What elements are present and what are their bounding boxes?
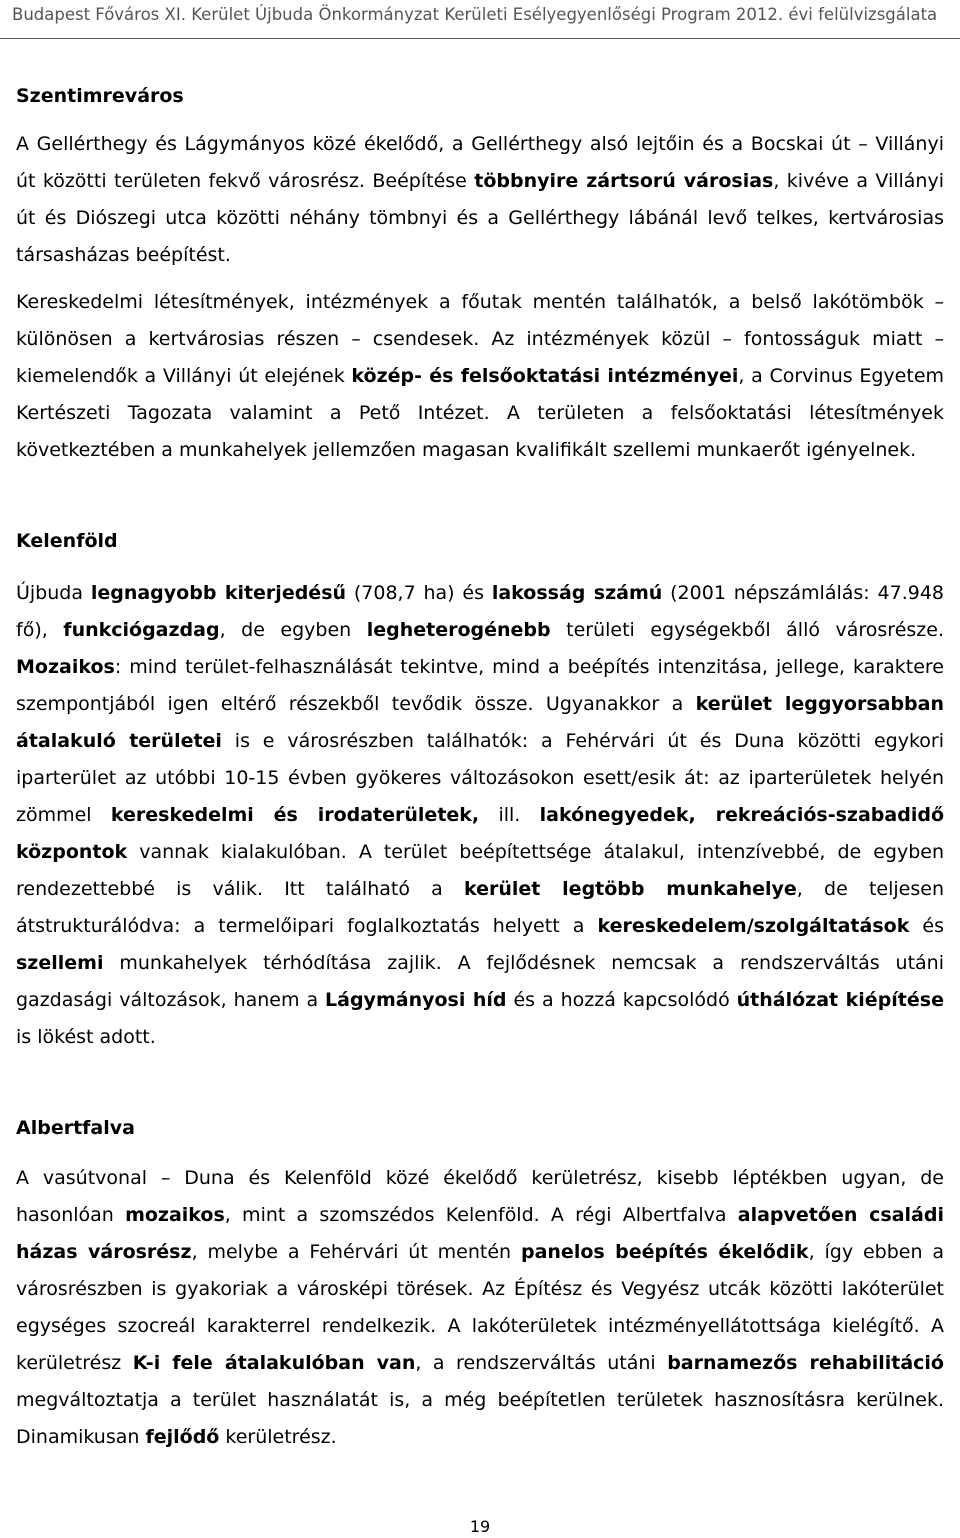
header-title: Budapest Főváros XI. Kerület Újbuda Önkormányzat Kerületi Esélyegyenlőségi Program 2012. évi felülvizsgálata: [12, 5, 938, 24]
bold-run: panelos beépítés ékelődik: [520, 1241, 809, 1263]
bold-run: barnamezős rehabilitáció: [667, 1352, 944, 1374]
bold-run: Lágymányosi híd: [325, 989, 507, 1011]
text-run: is e városrészben találhatók: a Fehérvári út és Duna közötti egykori iparterület az utóbbi 10-15 évben gyökeres változásokon esett/esik át: az iparterületek helyén zömmel: [16, 730, 944, 826]
bold-run: funkciógazdag: [63, 619, 220, 641]
text-run: kerületrész.: [219, 1426, 337, 1448]
text-run: (708,7 ha) és: [346, 582, 492, 604]
section-heading-szentimreváros: Szentimreváros: [16, 85, 184, 107]
text-run: megváltoztatja a terület használatát is, a még beépítetlen területek hasznosításra kerülnek. Dinamikusan: [16, 1389, 944, 1448]
paragraph-kelenfold: [16, 575, 944, 1056]
text-run: Újbuda: [16, 582, 91, 604]
bold-run: közép- és felsőoktatási intézményei: [351, 365, 739, 387]
text-run: vannak kialakulóban. A terület beépítettsége átalakul, intenzívebbé, de egyben rendezettebbé is válik. Itt található a: [16, 841, 944, 900]
text-run: és: [909, 915, 944, 937]
paragraph-albertfalva: [16, 1160, 944, 1456]
section-heading-kelenfold: Kelenföld: [16, 530, 118, 552]
text-run: és a hozzá kapcsolódó: [506, 989, 737, 1011]
bold-run: többnyire zártsorú városias: [474, 170, 774, 192]
text-run: , de teljesen átstrukturálódva: a termelőipari foglalkoztatás helyett a: [16, 878, 944, 937]
running-header: [0, 0, 960, 40]
bold-run: kerület legtöbb munkahelye: [464, 878, 797, 900]
text-run: : mind terület-felhasználását tekintve, mind a beépítés intenzitása, jellege, karaktere szempontjából igen eltérő részekből tevődik össze. Ugyanakkor a: [16, 656, 944, 715]
bold-run: Mozaikos: [16, 656, 115, 678]
text-run: is lökést adott.: [16, 1026, 156, 1048]
text-run: A Gellérthegy és Lágymányos közé ékelődő, a Gellérthegy alsó lejtőin és a Bocskai út – Villányi út közötti területen fekvő városrész. Beépítése: [16, 133, 944, 192]
text-run: (2001 népszámlálás: 47.948 fő),: [16, 582, 945, 641]
bold-run: K-i fele átalakulóban van: [132, 1352, 416, 1374]
header-divider: [0, 38, 960, 39]
bold-run: szellemi: [16, 952, 104, 974]
paragraph-szentimreváros-2: [16, 284, 944, 469]
text-run: , kivéve a Villányi út és Diószegi utca közötti néhány tömbnyi és a Gellérthegy lábánál levő telkes, kertvárosias társasházas beépítést.: [16, 170, 944, 266]
paragraph-szentimreváros-1: [16, 126, 944, 274]
bold-run: lakosság számú: [491, 582, 663, 604]
text-run: , így ebben a városrészben is gyakoriak a városképi törések. Az Építész és Vegyész utcák közötti lakóterület egységes szocreál karakterrel rendelkezik. A lakóterületek intézményellátottsága kielégítő. A kerületrész: [16, 1241, 945, 1374]
text-run: munkahelyek térhódítása zajlik. A fejlődésnek nemcsak a rendszerváltás utáni gazdasági változások, hanem a: [16, 952, 944, 1011]
bold-run: lakónegyedek, rekreációs-szabadidő központok: [16, 804, 944, 863]
text-run: , de egyben: [219, 619, 367, 641]
bold-run: fejlődő: [145, 1426, 220, 1448]
document-body: [16, 80, 944, 1456]
bold-run: alapvetően családi házas városrész: [16, 1204, 944, 1263]
page-number: 19: [469, 1517, 491, 1536]
text-run: A vasútvonal – Duna és Kelenföld közé ékelődő kerületrész, kisebb léptékben ugyan, de hasonlóan: [16, 1167, 944, 1226]
text-run: , mint a szomszédos Kelenföld. A régi Albertfalva: [224, 1204, 738, 1226]
bold-run: kereskedelmi és irodaterületek,: [110, 804, 480, 826]
bold-run: mozaikos: [125, 1204, 225, 1226]
text-run: ill.: [479, 804, 540, 826]
text-run: , a rendszerváltás utáni: [415, 1352, 668, 1374]
bold-run: kereskedelem/szolgáltatások: [597, 915, 910, 937]
text-run: területi egységekből álló városrésze.: [550, 619, 944, 641]
bold-run: kerület leggyorsabban átalakuló területei: [16, 693, 944, 752]
text-run: , a Corvinus Egyetem Kertészeti Tagozata valamint a Pető Intézet. A területen a felsőoktatási létesítmények következtében a munkahelyek jellemzően magasan kvalifikált szellemi munkaerőt igényelnek.: [16, 365, 945, 461]
section-heading-albertfalva: Albertfalva: [16, 1117, 135, 1139]
text-run: Kereskedelmi létesítmények, intézmények a főutak mentén találhatók, a belső lakótömbök – különösen a kertvárosias részen – csendesek. Az intézmények közül – fontosságuk miatt – kiemelendők a Villányi út elejének: [16, 291, 944, 387]
bold-run: legheterogénebb: [366, 619, 551, 641]
bold-run: legnagyobb kiterjedésű: [90, 582, 347, 604]
bold-run: úthálózat kiépítése: [736, 989, 944, 1011]
text-run: , melybe a Fehérvári út mentén: [191, 1241, 521, 1263]
